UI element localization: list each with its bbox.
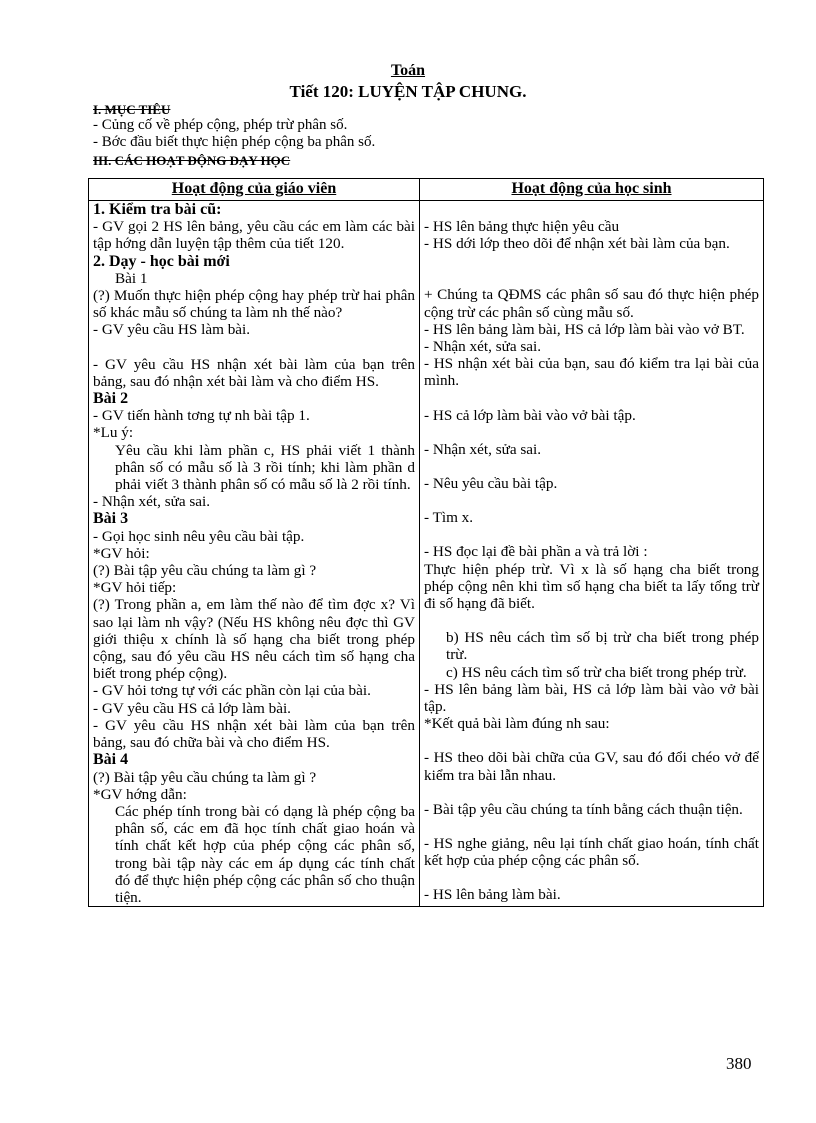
teacher-paragraph: (?) Bài tập yêu cầu chúng ta làm gì ?	[93, 562, 317, 580]
teacher-paragraph: (?) Muốn thực hiện phép cộng hay phép trừ hai phân số khác mẫu số chúng ta làm nh thế nào?	[93, 287, 415, 322]
student-paragraph: - HS lên bảng thực hiện yêu cầu	[424, 218, 620, 235]
teacher-paragraph: *Lu ý:	[93, 424, 134, 442]
student-paragraph: *Kết quả bài làm đúng nh sau:	[424, 715, 610, 733]
student-paragraph: - HS đọc lại đề bài phần a và trả lời :	[424, 543, 648, 561]
teacher-section-heading: Bài 2	[93, 390, 129, 408]
spacer	[93, 339, 415, 356]
student-paragraph: c) HS nêu cách tìm số trừ cha biết trong phép trừ.	[446, 663, 747, 681]
teacher-paragraph: - GV yêu cầu HS làm bài.	[93, 321, 251, 339]
student-paragraph: - Bài tập yêu cầu chúng ta tính bằng cách thuận tiện.	[424, 800, 743, 818]
teacher-paragraph: *GV hớng dẫn:	[93, 785, 187, 803]
teacher-column-header: Hoạt động của giáo viên	[89, 179, 420, 201]
student-paragraph: - HS lên bảng làm bài, HS cả lớp làm bài vào vở BT.	[424, 320, 745, 338]
student-paragraph: - HS theo dõi bài chữa của GV, sau đó đổi chéo vở để kiểm tra bài lẫn nhau.	[424, 749, 759, 784]
subject-title: Toán	[390, 62, 426, 79]
teacher-paragraph: - GV yêu cầu HS nhận xét bài làm của bạn trên bảng, sau đó chữa bài và cho điểm HS.	[93, 716, 415, 752]
spacer	[424, 252, 759, 269]
student-paragraph: - Nêu yêu cầu bài tập.	[424, 475, 558, 493]
objectives-heading: I. MỤC TIÊU	[93, 102, 171, 117]
teacher-paragraph: (?) Bài tập yêu cầu chúng ta làm gì ?	[93, 768, 317, 786]
spacer	[424, 818, 759, 835]
student-paragraph: + Chúng ta QĐMS các phân số sau đó thực hiện phép cộng trừ các phân số cùng mẫu số.	[424, 286, 759, 321]
spacer	[424, 612, 759, 629]
teacher-paragraph: - GV hỏi tơng tự với các phần còn lại của bài.	[93, 682, 371, 700]
teacher-section-heading: 2. Dạy - học bài mới	[93, 252, 230, 270]
student-paragraph: - Tìm x.	[424, 509, 474, 527]
student-paragraph: - HS dới lớp theo dõi để nhận xét bài làm của bạn.	[424, 235, 730, 253]
student-paragraph: b) HS nêu cách tìm số bị trừ cha biết trong phép trừ.	[446, 629, 759, 664]
spacer	[424, 732, 759, 749]
teacher-activities	[93, 201, 415, 906]
student-paragraph: - HS nhận xét bài của bạn, sau đó kiểm tra lại bài của mình.	[424, 355, 759, 390]
teacher-paragraph: *GV hỏi:	[93, 544, 150, 562]
teacher-section-heading: 1. Kiểm tra bài cũ:	[93, 201, 222, 218]
student-paragraph: - Nhận xét, sửa sai.	[424, 338, 542, 356]
teacher-paragraph: Các phép tính trong bài có dạng là phép cộng ba phân số, các em đã học tính chất giao hoán và tính chất kết hợp của phép cộng các phân số, trong bài tập này các em áp dụng các tính chất đó để thực hiện phép cộng các phân số cho thuận tiện.	[115, 802, 415, 906]
spacer	[424, 869, 759, 886]
spacer	[424, 390, 759, 407]
student-paragraph: - HS lên bảng làm bài, HS cả lớp làm bài vào vở bài tập.	[424, 680, 759, 716]
student-paragraph: - Nhận xét, sửa sai.	[424, 440, 542, 458]
teacher-paragraph: - GV tiến hành tơng tự nh bài tập 1.	[93, 407, 310, 425]
spacer	[424, 784, 759, 801]
teacher-paragraph: - Gọi học sinh nêu yêu cầu bài tập.	[93, 527, 305, 545]
student-paragraph: - HS lên bảng làm bài.	[424, 886, 561, 904]
teacher-section-heading: Bài 4	[93, 751, 129, 769]
objective-line-2: - Bớc đầu biết thực hiện phép cộng ba phân số.	[93, 134, 376, 150]
student-column-header: Hoạt động của học sinh	[420, 179, 764, 201]
student-paragraph: - HS cả lớp làm bài vào vở bài tập.	[424, 406, 636, 424]
teacher-paragraph: - Nhận xét, sửa sai.	[93, 493, 211, 511]
teacher-paragraph: Bài 1	[115, 269, 148, 287]
student-paragraph: Thực hiện phép trừ. Vì x là số hạng cha biết trong phép cộng nên khi tìm số hạng cha biết ta lấy tổng trừ đi số hạng đã biết.	[424, 560, 759, 613]
teacher-section-heading: Bài 3	[93, 510, 129, 528]
teacher-paragraph: *GV hỏi tiếp:	[93, 579, 177, 597]
spacer	[424, 269, 759, 286]
page-number: 380	[726, 1054, 752, 1073]
spacer	[424, 492, 759, 509]
activities-heading: III. CÁC HOẠT ĐỘNG DẠY HỌC	[93, 153, 291, 168]
objective-line-1: - Củng cố về phép cộng, phép trừ phân số.	[93, 117, 348, 133]
teacher-paragraph: - GV yêu cầu HS cả lớp làm bài.	[93, 699, 291, 717]
spacer	[424, 458, 759, 475]
teacher-paragraph: Yêu cầu khi làm phần c, HS phải viết 1 thành phân số có mẫu số là 3 rồi tính; khi làm phần d phải viết 3 thành phân số có mẫu số là 2 rồi tính.	[115, 441, 415, 494]
teacher-paragraph: - GV gọi 2 HS lên bảng, yêu cầu các em làm các bài tập hớng dẫn luyện tập thêm của tiết 120.	[93, 218, 415, 253]
spacer	[424, 201, 759, 218]
spacer	[424, 526, 759, 543]
teacher-paragraph: (?) Trong phần a, em làm thế nào để tìm đợc x? Vì sao lại làm nh vậy? (Nếu HS không nêu đợc thì GV giới thiệu x chính là số hạng cha biết trong phép cộng, sau đó yêu cầu HS nêu cách tìm số hạng cha biết trong phép cộng).	[93, 596, 415, 683]
spacer	[424, 424, 759, 441]
student-activities	[424, 201, 759, 904]
teacher-paragraph: - GV yêu cầu HS nhận xét bài làm của bạn trên bảng, sau đó nhận xét bài làm và cho điểm HS.	[93, 355, 415, 390]
lesson-title: Tiết 120: LUYỆN TẬP CHUNG.	[289, 82, 527, 101]
lesson-table	[88, 178, 764, 907]
student-paragraph: - HS nghe giảng, nêu lại tính chất giao hoán, tính chất kết hợp của phép cộng các phân số.	[424, 835, 759, 870]
